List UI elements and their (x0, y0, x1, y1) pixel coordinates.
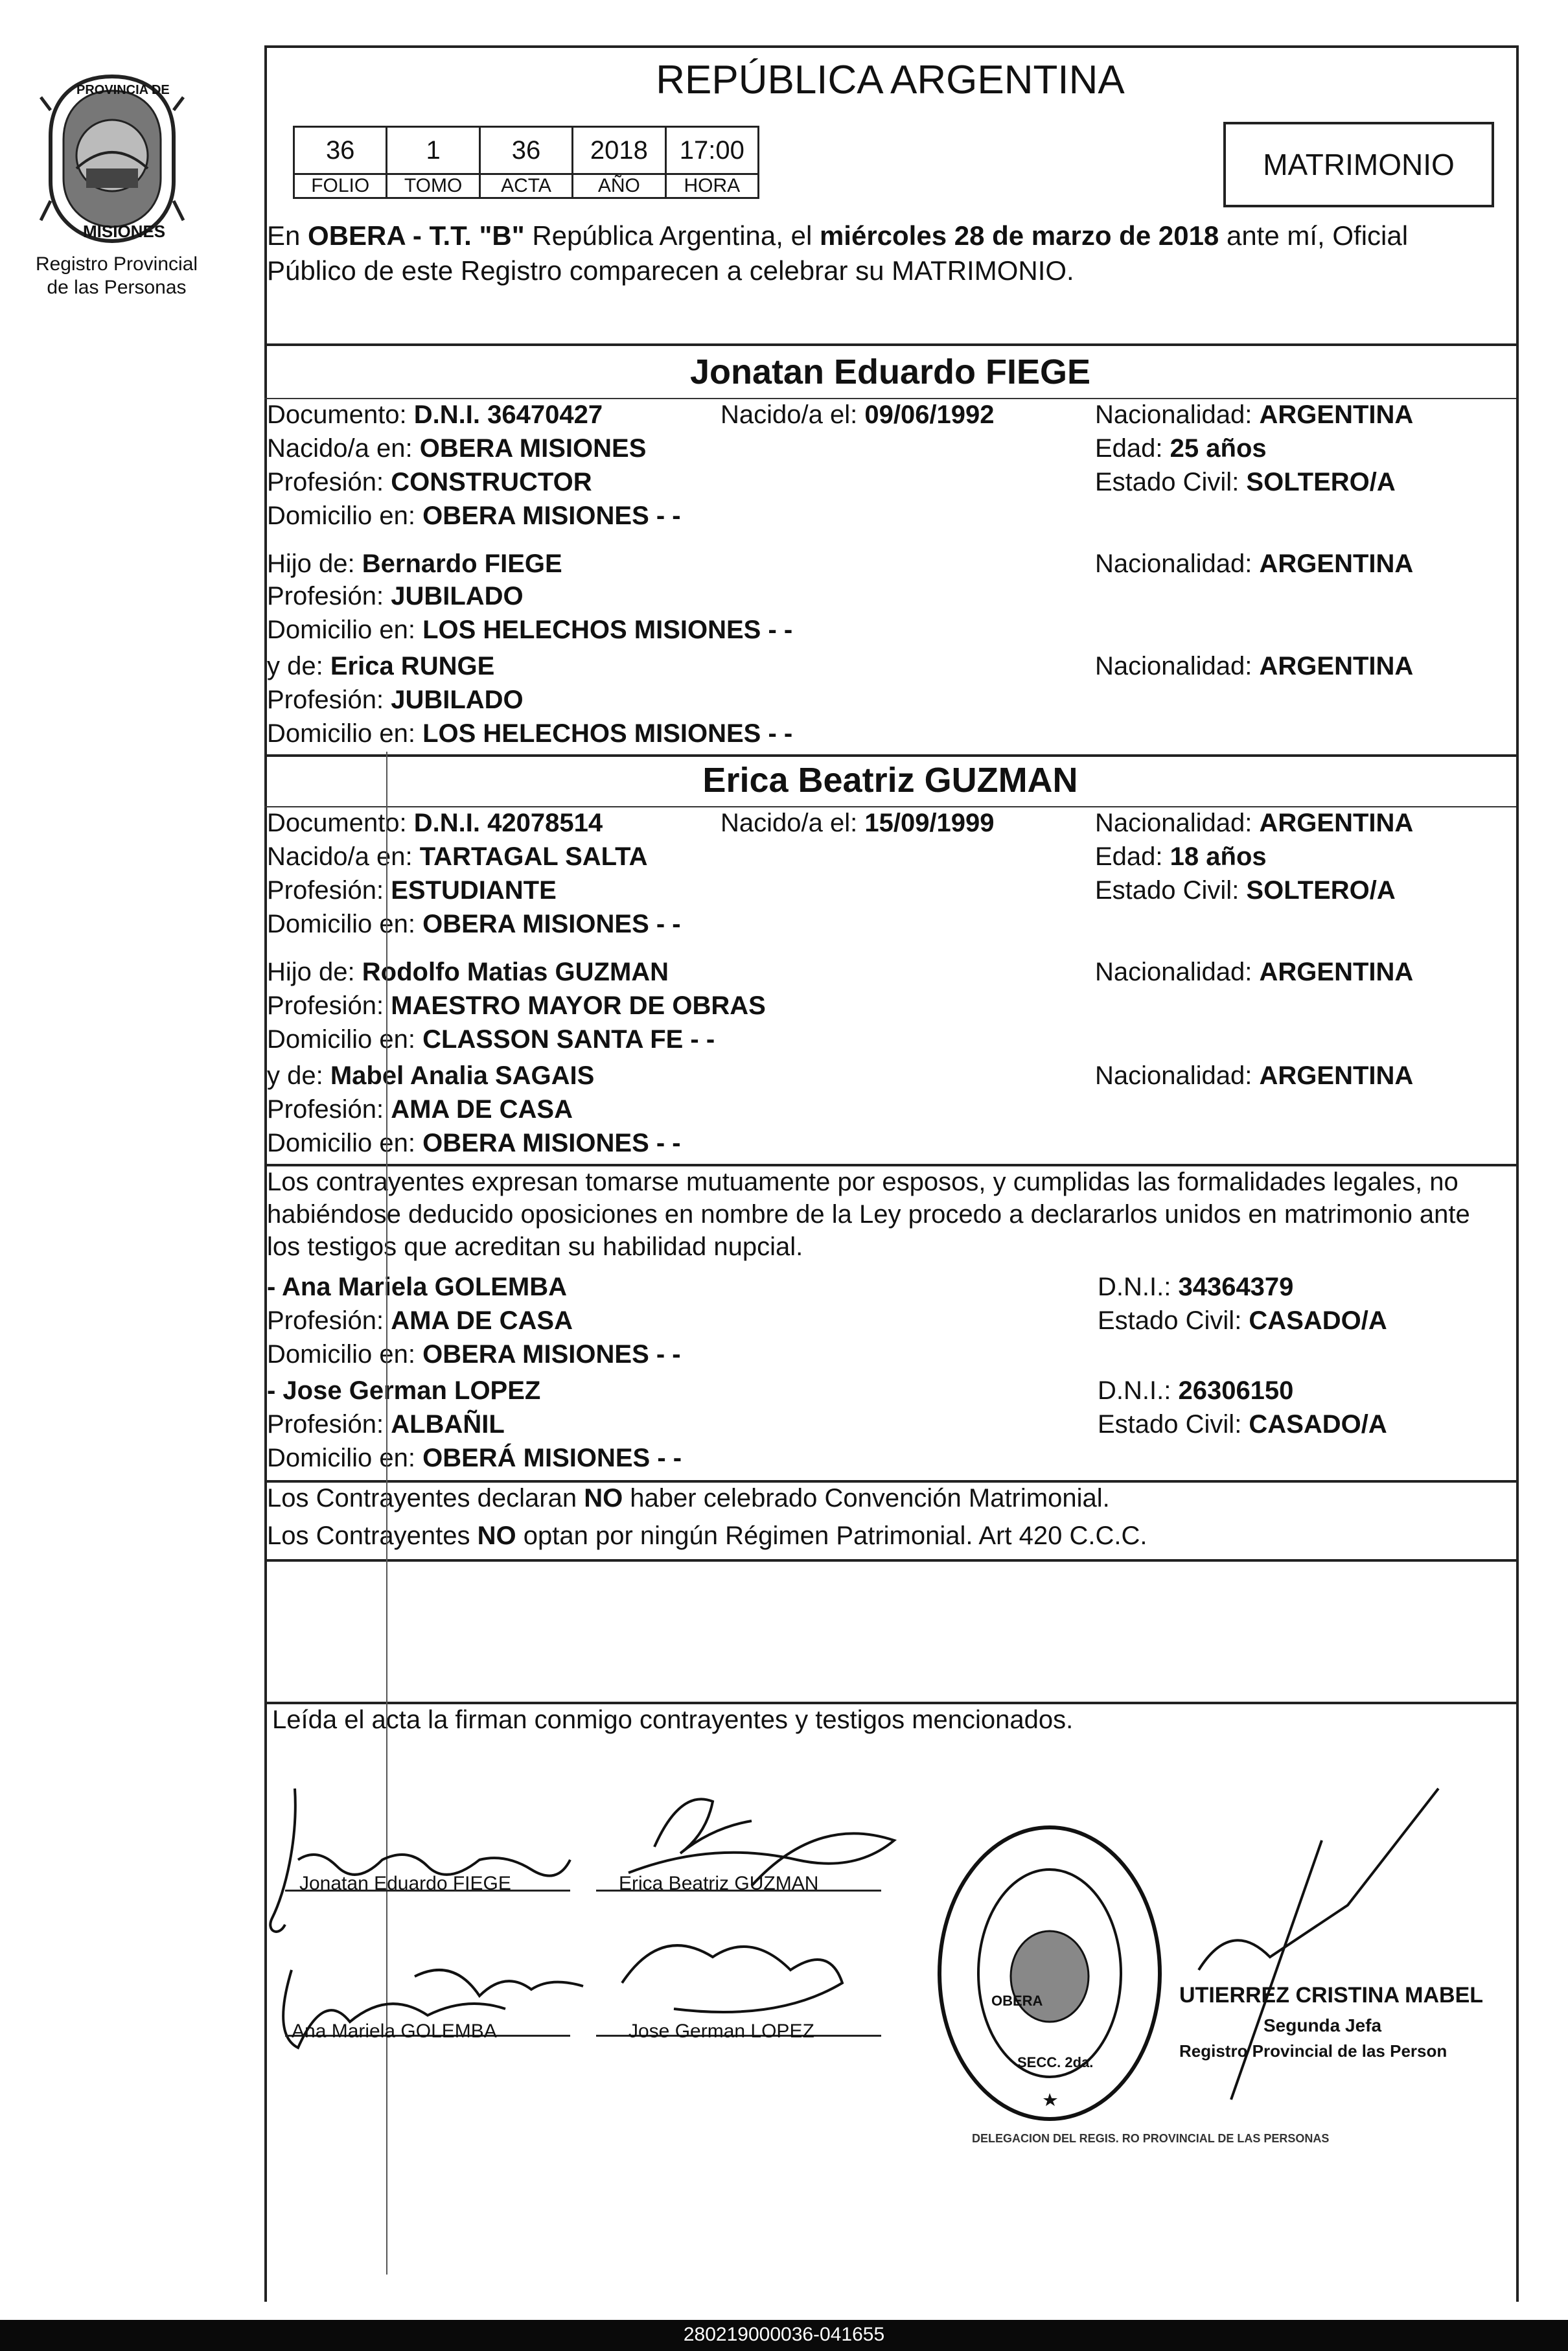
record-table (293, 126, 759, 199)
stamp-inner-text-1: OBERA (991, 1993, 1043, 2009)
folio-label: FOLIO (294, 174, 387, 198)
spouse2-mother: y de: Mabel Analia SAGAIS (267, 1061, 595, 1090)
declaration-line-2: habiéndose deducido oposiciones en nombre de la Ley procedo a declararlos unidos en matrimonio ante (267, 1200, 1470, 1229)
spouse1-age: Edad: 25 años (1095, 434, 1267, 463)
spouse1-father-profession: Profesión: JUBILADO (267, 582, 524, 610)
act-type: MATRIMONIO (1263, 148, 1455, 181)
tomo-label: TOMO (387, 174, 479, 198)
footer-bar (0, 2320, 1568, 2351)
intro-line-1: En OBERA - T.T. "B" República Argentina, el miércoles 28 de marzo de 2018 ante mí, Oficial (267, 220, 1409, 251)
hora-label: HORA (665, 174, 758, 198)
divider (264, 754, 1516, 757)
spouse1-mother-profession: Profesión: JUBILADO (267, 686, 524, 714)
spouse2-mother-address: Domicilio en: OBERA MISIONES - - (267, 1129, 681, 1157)
spouse2-mother-nationality: Nacionalidad: ARGENTINA (1095, 1061, 1414, 1090)
spouse2-nationality: Nacionalidad: ARGENTINA (1095, 809, 1414, 837)
anio-value: 2018 (573, 127, 665, 174)
registry-label-line1: Registro Provincial (35, 253, 198, 275)
spouse1-father-address: Domicilio en: LOS HELECHOS MISIONES - - (267, 616, 793, 644)
folio-value: 36 (294, 127, 387, 174)
convention-line-2: Los Contrayentes NO optan por ningún Régimen Patrimonial. Art 420 C.C.C. (267, 1522, 1147, 1550)
signature-drawings (259, 1763, 1523, 2125)
spouse2-father-nationality: Nacionalidad: ARGENTINA (1095, 958, 1414, 986)
spouse1-mother-address: Domicilio en: LOS HELECHOS MISIONES - - (267, 719, 793, 748)
declaration-line-1: Los contrayentes expresan tomarse mutuamente por esposos, y cumplidas las formalidades legales, no (267, 1168, 1458, 1196)
witness1-civil-status: Estado Civil: CASADO/A (1098, 1306, 1387, 1335)
witness1-dni: D.N.I.: 34364379 (1098, 1273, 1294, 1301)
witness1-name: - Ana Mariela GOLEMBA (267, 1273, 568, 1301)
witness2-dni: D.N.I.: 26306150 (1098, 1376, 1294, 1405)
act-type-box (1223, 122, 1494, 207)
spouse1-doc: Documento: D.N.I. 36470427 (267, 400, 603, 429)
declaration-line-3: los testigos que acreditan su habilidad nupcial. (267, 1233, 803, 1261)
spouse2-birthplace: Nacido/a en: TARTAGAL SALTA (267, 842, 648, 871)
registry-logo (38, 71, 187, 246)
witness2-name: - Jose German LOPEZ (267, 1376, 541, 1405)
signature-label-2: Erica Beatriz GUZMAN (619, 1873, 819, 1894)
spouse1-mother-nationality: Nacionalidad: ARGENTINA (1095, 652, 1414, 680)
acta-label: ACTA (479, 174, 572, 198)
divider (264, 1559, 1516, 1562)
convention-line-1: Los Contrayentes declaran NO haber celebrado Convención Matrimonial. (267, 1484, 1110, 1512)
spouse2-father-profession: Profesión: MAESTRO MAYOR DE OBRAS (267, 991, 766, 1020)
closing-text: Leída el acta la firman conmigo contrayentes y testigos mencionados. (272, 1706, 1074, 1734)
spouse1-born: Nacido/a el: 09/06/1992 (721, 400, 995, 429)
logo-text-top: PROVINCIA DE (76, 83, 170, 97)
signature-label-3: Ana Mariela GOLEMBA (292, 2021, 497, 2042)
spouse2-mother-profession: Profesión: AMA DE CASA (267, 1095, 573, 1124)
spouse1-father: Hijo de: Bernardo FIEGE (267, 550, 562, 578)
witness2-profession: Profesión: ALBAÑIL (267, 1410, 505, 1439)
spouse2-born: Nacido/a el: 15/09/1999 (721, 809, 995, 837)
stamp-inner-text-2: SECC. 2da. (1017, 2054, 1094, 2070)
spouse2-profession: Profesión: ESTUDIANTE (267, 876, 557, 905)
signature-label-4: Jose German LOPEZ (628, 2021, 814, 2042)
witness2-civil-status: Estado Civil: CASADO/A (1098, 1410, 1387, 1439)
divider (264, 343, 1516, 346)
spouse2-father: Hijo de: Rodolfo Matias GUZMAN (267, 958, 669, 986)
spouse2-name: Erica Beatriz GUZMAN (702, 761, 1078, 800)
spouse2-father-address: Domicilio en: CLASSON SANTA FE - - (267, 1025, 715, 1054)
logo-text-bottom: MISIONES (83, 222, 166, 241)
spouse2-civil-status: Estado Civil: SOLTERO/A (1095, 876, 1396, 905)
tomo-value: 1 (387, 127, 479, 174)
official-org: Registro Provincial de las Person (1179, 2041, 1447, 2061)
spouse1-mother: y de: Erica RUNGE (267, 652, 495, 680)
spouse1-birthplace: Nacido/a en: OBERA MISIONES (267, 434, 647, 463)
official-name: UTIERREZ CRISTINA MABEL (1179, 1983, 1484, 2008)
witness1-profession: Profesión: AMA DE CASA (267, 1306, 573, 1335)
stamp-outer-text: DELEGACION DEL REGIS. RO PROVINCIAL DE LAS PERSONAS (972, 2132, 1330, 2145)
spouse1-civil-status: Estado Civil: SOLTERO/A (1095, 468, 1396, 496)
official-stamp (933, 1821, 1166, 2125)
country-title: REPÚBLICA ARGENTINA (656, 58, 1125, 102)
witness2-address: Domicilio en: OBERÁ MISIONES - - (267, 1444, 682, 1472)
spouse1-father-nationality: Nacionalidad: ARGENTINA (1095, 550, 1414, 578)
spouse1-profession: Profesión: CONSTRUCTOR (267, 468, 592, 496)
spouse1-nationality: Nacionalidad: ARGENTINA (1095, 400, 1414, 429)
spouse1-address: Domicilio en: OBERA MISIONES - - (267, 502, 681, 530)
footer-code: 280219000036-041655 (683, 2324, 885, 2345)
signature-label-1: Jonatan Eduardo FIEGE (299, 1873, 511, 1894)
spouse2-address: Domicilio en: OBERA MISIONES - - (267, 910, 681, 938)
acta-value: 36 (479, 127, 572, 174)
spouse2-doc: Documento: D.N.I. 42078514 (267, 809, 603, 837)
spouse1-name: Jonatan Eduardo FIEGE (689, 353, 1091, 391)
spouse2-age: Edad: 18 años (1095, 842, 1267, 871)
anio-label: AÑO (573, 174, 665, 198)
hora-value: 17:00 (665, 127, 758, 174)
registry-label-line2: de las Personas (47, 277, 187, 298)
witness1-address: Domicilio en: OBERA MISIONES - - (267, 1340, 681, 1369)
intro-line-2: Público de este Registro comparecen a celebrar su MATRIMONIO. (267, 255, 1074, 286)
official-role: Segunda Jefa (1263, 2015, 1382, 2035)
